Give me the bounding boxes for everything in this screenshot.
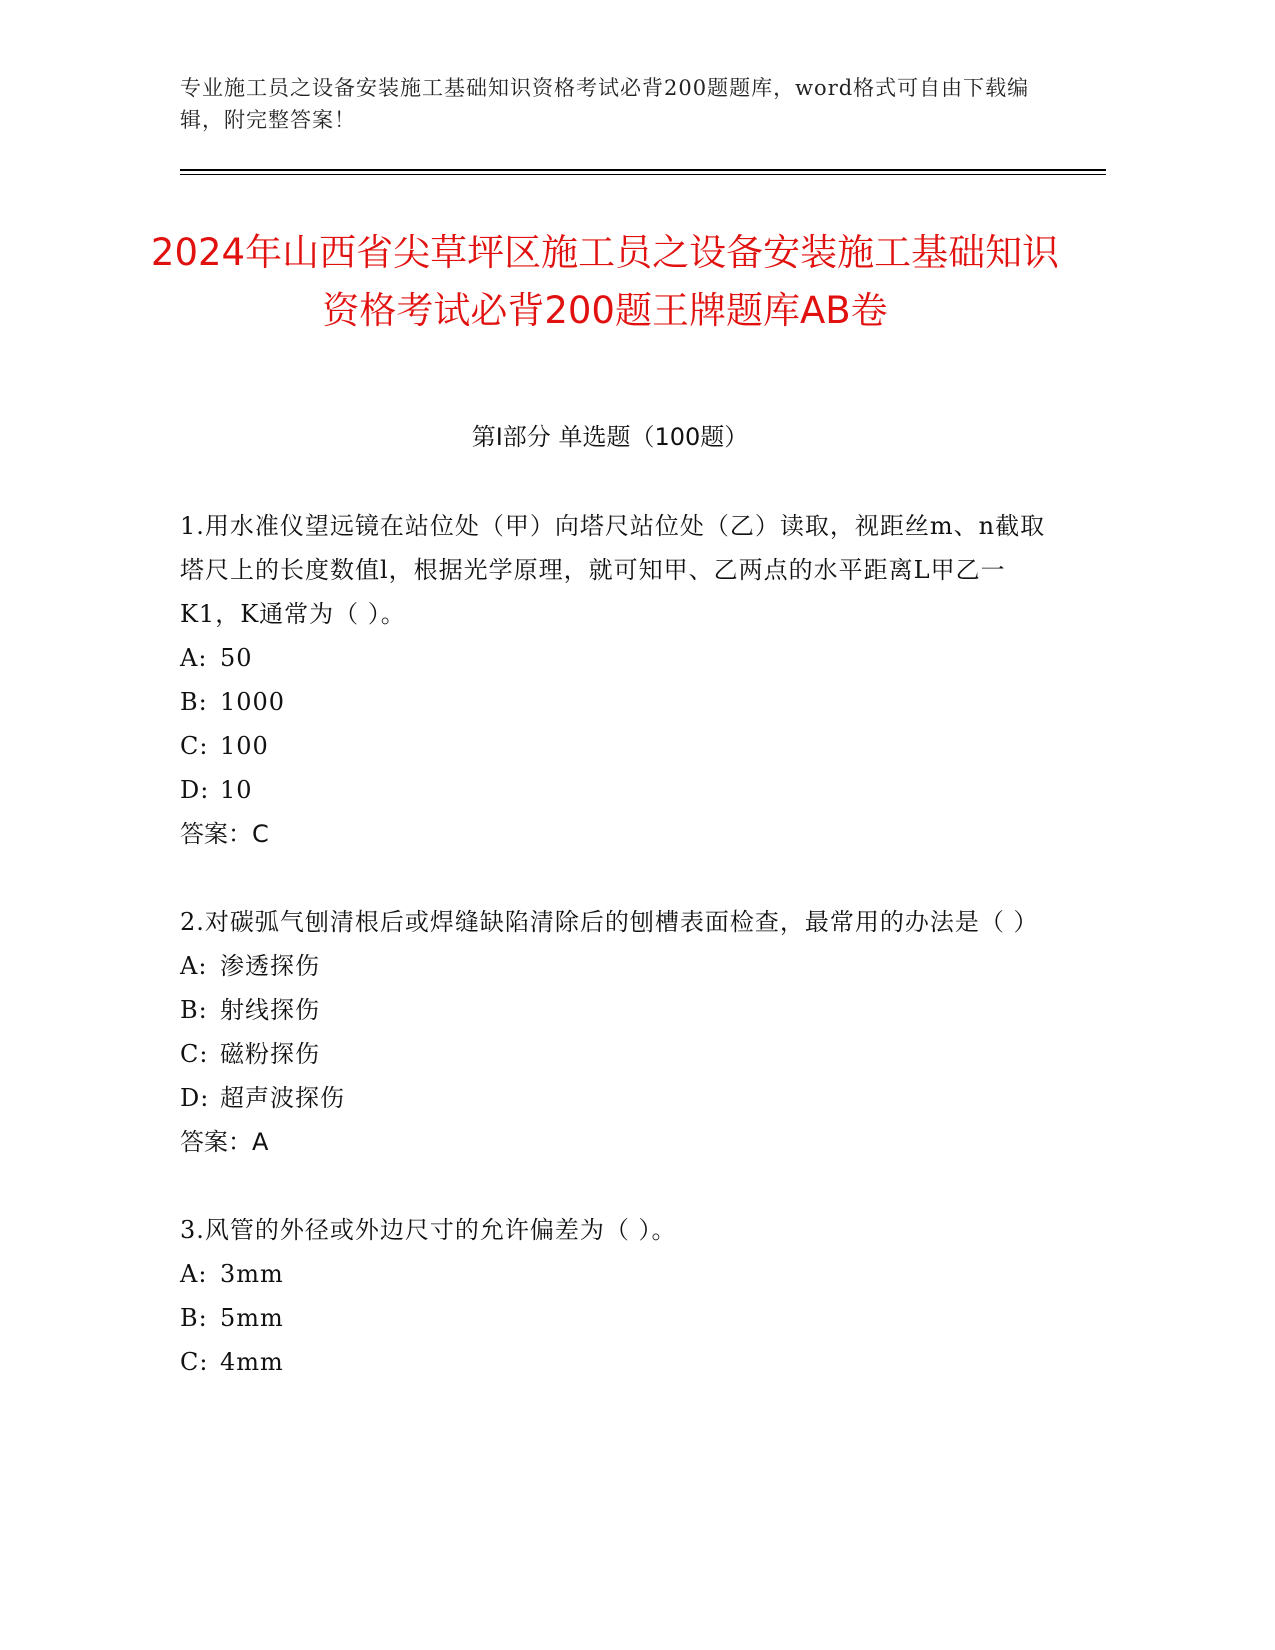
header-divider-thick [180,169,1106,171]
option-b [180,680,1060,724]
option-key: A: [180,952,208,980]
option-key: B: [180,996,208,1024]
option-text: 射线探伤 [220,996,320,1024]
option-key: A: [180,644,208,672]
answer-line: 答案：C [180,820,269,848]
option-text: 10 [220,776,253,804]
option-text: 50 [220,644,253,672]
question-stem: 1.用水准仪望远镜在站位处（甲）向塔尺站位处（乙）读取，视距丝m、n截取塔尺上的长度数值l，根据光学原理，就可知甲、乙两点的水平距离L甲乙一K1，K通常为（ ）。 [180,512,1046,628]
header-note: 专业施工员之设备安装施工基础知识资格考试必背200题题库，word格式可自由下载编辑，附完整答案！ [180,76,1030,132]
option-text: 渗透探伤 [220,952,320,980]
answer-line: 答案：A [180,1128,269,1156]
option-text: 1000 [220,688,286,716]
option-text: 超声波探伤 [220,1084,345,1112]
option-key: D: [180,776,210,804]
option-text: 4mm [220,1348,284,1376]
option-a [180,1252,1060,1296]
document-title: 2024年山西省尖草坪区施工员之设备安装施工基础知识资格考试必背200题王牌题库AB卷 [150,231,1060,332]
option-key: B: [180,688,208,716]
option-key: A: [180,1260,208,1288]
option-key: C: [180,1040,209,1068]
option-d [180,1076,1060,1120]
option-key: C: [180,732,209,760]
option-text: 磁粉探伤 [220,1040,320,1068]
option-text: 5mm [220,1304,284,1332]
option-key: C: [180,1348,209,1376]
option-text: 100 [220,732,269,760]
question-1 [180,504,1060,856]
option-key: D: [180,1084,210,1112]
option-a [180,636,1060,680]
header-divider-thin [180,174,1106,175]
question-stem: 2.对碳弧气刨清根后或焊缝缺陷清除后的刨槽表面检查，最常用的办法是（ ） [180,908,1039,936]
option-d [180,768,1060,812]
option-key: B: [180,1304,208,1332]
option-text: 3mm [220,1260,284,1288]
option-c [180,724,1060,768]
option-c [180,1032,1060,1076]
question-list [180,504,1060,1428]
section-heading: 第Ⅰ部分 单选题（100题） [471,423,749,451]
question-2 [180,900,1060,1164]
question-3 [180,1208,1060,1384]
option-b [180,988,1060,1032]
option-c [180,1340,1060,1384]
option-b [180,1296,1060,1340]
option-a [180,944,1060,988]
question-stem: 3.风管的外径或外边尺寸的允许偏差为（ ）。 [180,1216,677,1244]
